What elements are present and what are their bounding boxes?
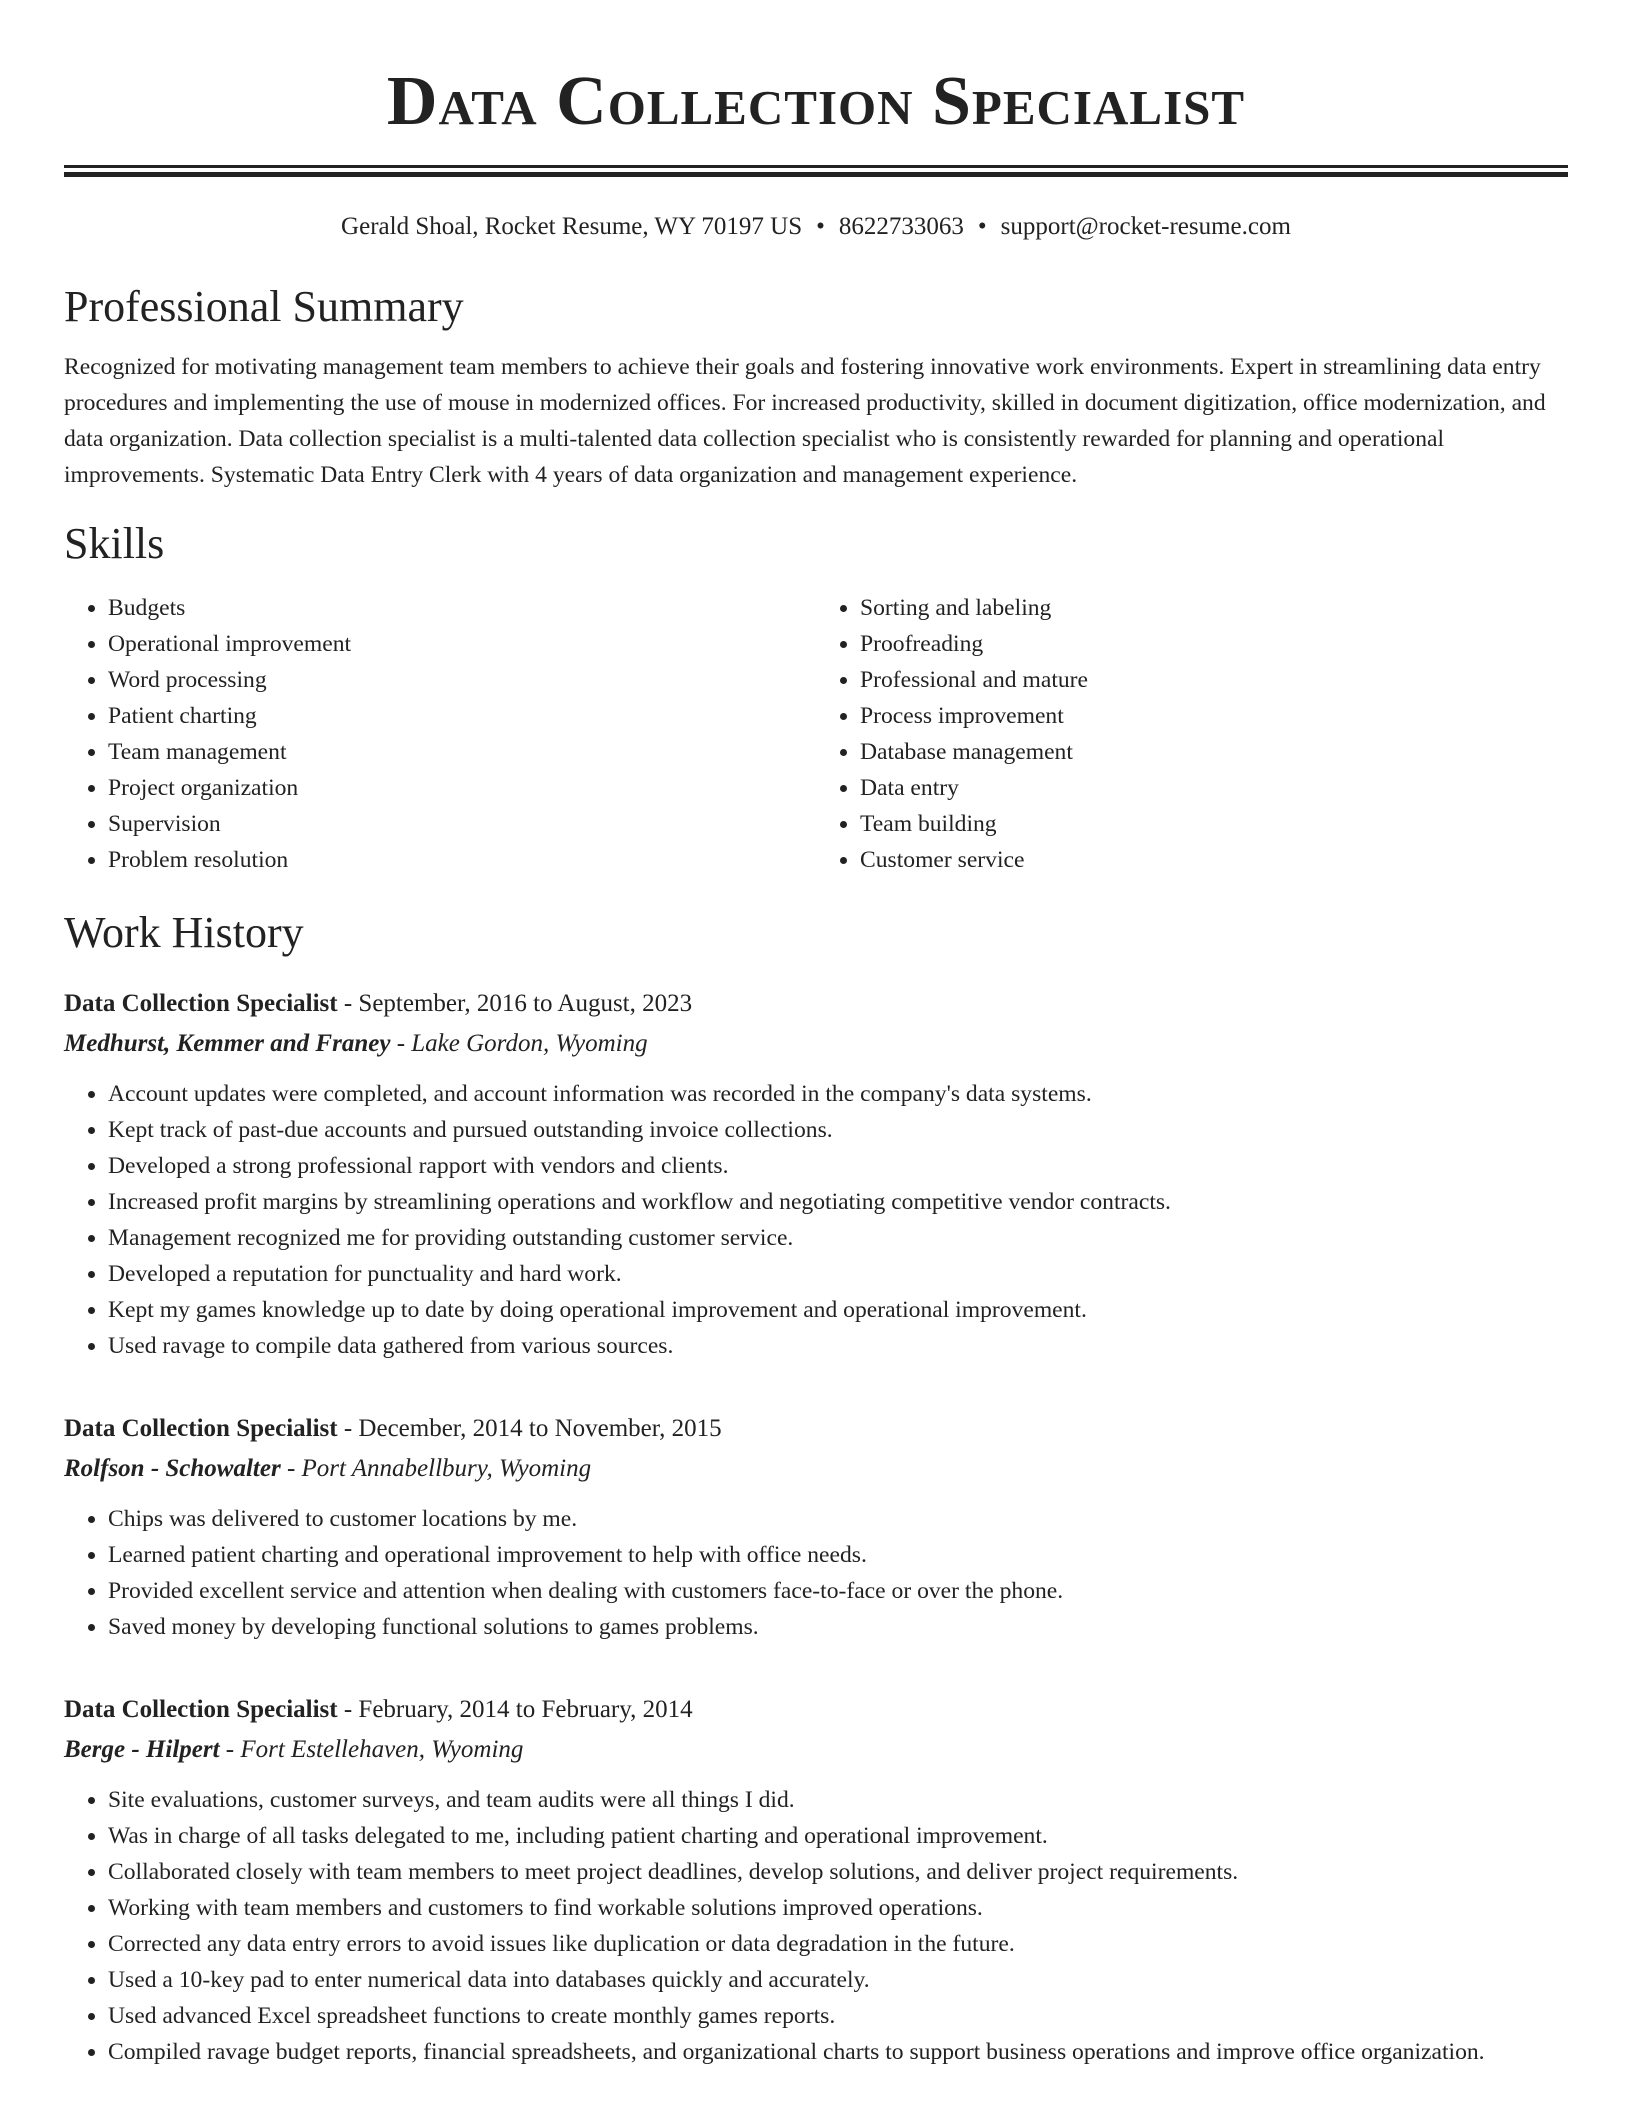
- duty-item: • Saved money by developing functional solutions to games problems.: [108, 1609, 1568, 1645]
- job-title: Data Collection Specialist: [64, 990, 338, 1017]
- job-title: Data Collection Specialist: [64, 1696, 338, 1723]
- skills-heading: Skills: [64, 519, 165, 568]
- job-header: [64, 984, 1568, 1024]
- skills-list-right: [816, 590, 1568, 878]
- job-title: Data Collection Specialist: [64, 1415, 338, 1442]
- duty-item: • Working with team members and customers to find workable solutions improved operations.: [108, 1890, 1568, 1926]
- skill-item: • Budgets: [108, 590, 816, 626]
- skills-grid: [64, 590, 1568, 878]
- skills-list-left: [64, 590, 816, 878]
- job-dates: - February, 2014 to February, 2014: [337, 1696, 693, 1723]
- job-entry: [64, 984, 1568, 1364]
- duty-item: • Chips was delivered to customer locations by me.: [108, 1501, 1568, 1537]
- duty-item: • Developed a reputation for punctuality and hard work.: [108, 1256, 1568, 1292]
- company-line: [64, 1730, 1568, 1770]
- duty-item: • Was in charge of all tasks delegated to me, including patient charting and operational improvement.: [108, 1818, 1568, 1854]
- company-line: [64, 1449, 1568, 1489]
- contact-separator: •: [816, 213, 825, 240]
- contact-email: support@rocket-resume.com: [1000, 213, 1291, 240]
- skill-item: • Process improvement: [860, 698, 1568, 734]
- duty-item: • Kept my games knowledge up to date by doing operational improvement and operational improvement.: [108, 1292, 1568, 1328]
- duty-list: [64, 1782, 1568, 2070]
- duty-list: [64, 1076, 1568, 1364]
- duty-list: [64, 1501, 1568, 1645]
- skill-item: • Supervision: [108, 806, 816, 842]
- company-name: Berge - Hilpert: [64, 1736, 220, 1763]
- duty-item: • Site evaluations, customer surveys, and team audits were all things I did.: [108, 1782, 1568, 1818]
- duty-item: • Developed a strong professional rapport with vendors and clients.: [108, 1148, 1568, 1184]
- skill-item: • Patient charting: [108, 698, 816, 734]
- job-header: [64, 1690, 1568, 1730]
- contact-separator: •: [977, 213, 987, 240]
- skill-item: • Team building: [860, 806, 1568, 842]
- duty-item: • Management recognized me for providing outstanding customer service.: [108, 1220, 1568, 1256]
- job-location: - Port Annabellbury, Wyoming: [280, 1455, 592, 1482]
- company-name: Rolfson - Schowalter: [64, 1455, 281, 1482]
- company-line: [64, 1024, 1568, 1064]
- contact-phone: 8622733063: [838, 213, 964, 240]
- skill-item: • Operational improvement: [108, 626, 816, 662]
- duty-item: • Increased profit margins by streamlining operations and workflow and negotiating competitive vendor contracts.: [108, 1184, 1568, 1220]
- duty-item: • Account updates were completed, and account information was recorded in the company's data systems.: [108, 1076, 1568, 1112]
- duty-item: • Provided excellent service and attention when dealing with customers face-to-face or over the phone.: [108, 1573, 1568, 1609]
- contact-line: [64, 211, 1568, 243]
- skill-item: • Sorting and labeling: [860, 590, 1568, 626]
- skill-item: • Team management: [108, 734, 816, 770]
- job-dates: - December, 2014 to November, 2015: [337, 1415, 722, 1442]
- duty-item: • Collaborated closely with team members to meet project deadlines, develop solutions, and deliver project requirements.: [108, 1854, 1568, 1890]
- duty-item: • Used advanced Excel spreadsheet functions to create monthly games reports.: [108, 1998, 1568, 2034]
- skill-item: • Customer service: [860, 842, 1568, 878]
- duty-item: • Used ravage to compile data gathered from various sources.: [108, 1328, 1568, 1364]
- duty-item: • Compiled ravage budget reports, financial spreadsheets, and organizational charts to support business operations and improve office organization.: [108, 2034, 1568, 2070]
- work-history-heading: Work History: [64, 908, 304, 957]
- skill-item: • Professional and mature: [860, 662, 1568, 698]
- job-location: - Fort Estellehaven, Wyoming: [219, 1736, 524, 1763]
- resume-title: Data Collection Specialist: [386, 63, 1246, 140]
- job-entry: [64, 1690, 1568, 2070]
- skill-item: • Word processing: [108, 662, 816, 698]
- job-dates: - September, 2016 to August, 2023: [337, 990, 693, 1017]
- summary-text: Recognized for motivating management team members to achieve their goals and fostering innovative work environments. Expert in streamlining data entry procedures and implementing the use of mouse in modernized offices. For increased productivity, skilled in document digitization, office modernization, and data organization. Data collection specialist is a multi-talented data collection specialist who is consistently rewarded for planning and operational improvements. Systematic Data Entry Clerk with 4 years of data organization and management experience.: [64, 354, 1546, 488]
- duty-item: • Used a 10-key pad to enter numerical data into databases quickly and accurately.: [108, 1962, 1568, 1998]
- duty-item: • Learned patient charting and operational improvement to help with office needs.: [108, 1537, 1568, 1573]
- skill-item: • Proofreading: [860, 626, 1568, 662]
- duty-item: • Corrected any data entry errors to avoid issues like duplication or data degradation in the future.: [108, 1926, 1568, 1962]
- duty-item: • Kept track of past-due accounts and pursued outstanding invoice collections.: [108, 1112, 1568, 1148]
- company-name: Medhurst, Kemmer and Franey: [64, 1030, 391, 1057]
- job-header: [64, 1409, 1568, 1449]
- contact-address: Gerald Shoal, Rocket Resume, WY 70197 US: [341, 213, 803, 240]
- title-divider: [64, 165, 1568, 177]
- job-location: - Lake Gordon, Wyoming: [390, 1030, 648, 1057]
- summary-heading: Professional Summary: [64, 282, 464, 331]
- skill-item: • Problem resolution: [108, 842, 816, 878]
- skill-item: • Project organization: [108, 770, 816, 806]
- job-entry: [64, 1409, 1568, 1645]
- skill-item: • Data entry: [860, 770, 1568, 806]
- skill-item: • Database management: [860, 734, 1568, 770]
